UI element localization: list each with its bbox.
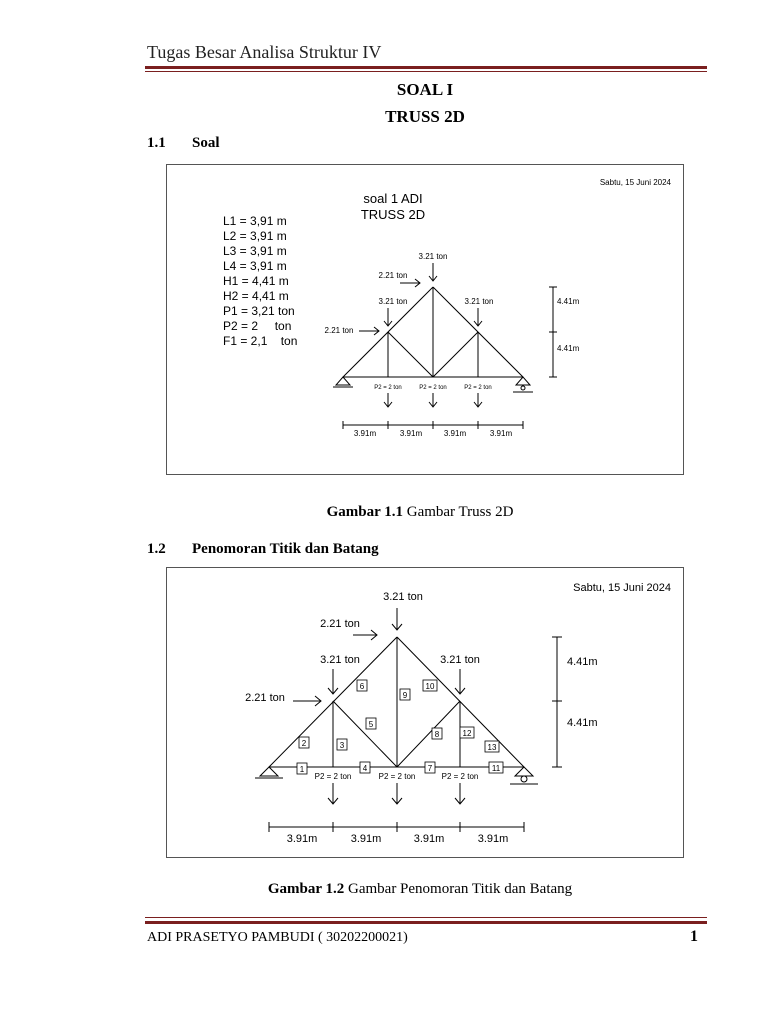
span-label: 3.91m [286,833,318,845]
page-number: 1 [690,928,698,945]
truss-diagram-2 [167,568,683,857]
load-label-horizontal-left: 2.21 ton [324,326,354,335]
load-label-vertical-right: 3.21 ton [464,297,494,306]
height-label: 4.41m [567,717,598,729]
figure-heading: TRUSS 2D [360,207,426,222]
member-number: 1 [299,765,305,774]
load-label-vertical-right: 3.21 ton [440,654,480,666]
document-header-title: Tugas Besar Analisa Struktur IV [147,42,382,62]
member-number: 6 [359,682,365,691]
load-label-vertical-left: 3.21 ton [378,297,408,306]
section-title: Soal [192,135,220,151]
span-label: 3.91m [350,833,382,845]
parameter-item: L2 = 3,91 m [223,229,287,243]
member-number: 11 [491,764,501,773]
caption-label: Gambar 1.2 [267,881,345,897]
member-number: 8 [434,730,440,739]
member-number: 4 [362,764,368,773]
caption-text: Gambar Penomoran Titik dan Batang [344,881,573,897]
bottom-load-label: P2 = 2 ton [419,385,447,391]
parameter-item: H2 = 4,41 m [223,289,289,303]
footer-author: ADI PRASETYO PAMBUDI ( 30202200021) [147,930,408,945]
figure-caption [0,504,768,521]
figure-date: Sabtu, 15 Juni 2024 [599,178,671,187]
caption-text: Gambar Truss 2D [402,504,514,520]
parameter-item: L1 = 3,91 m [223,214,287,228]
truss-diagram-1 [167,165,683,474]
figure-numbering [166,567,684,858]
bottom-load-label: P2 = 2 ton [464,385,492,391]
height-label: 4.41m [567,656,598,668]
span-label: 3.91m [489,429,513,438]
span-label: 3.91m [413,833,445,845]
header-rule [145,66,707,69]
member-number: 5 [368,720,374,729]
parameter-item: H1 = 4,41 m [223,274,289,288]
span-label: 3.91m [353,429,377,438]
member-number-labels [297,680,503,774]
section-title: Penomoran Titik dan Batang [192,541,379,557]
parameter-item: P1 = 3,21 ton [223,304,295,318]
figure-caption [0,881,768,898]
parameter-item: P2 = 2 ton [223,319,292,333]
load-label-horizontal-top: 2.21 ton [320,618,360,630]
caption-label: Gambar 1.1 [326,504,403,520]
chapter-subtitle: TRUSS 2D [385,107,465,126]
load-label-top: 3.21 ton [418,252,448,261]
bottom-load-label: P2 = 2 ton [378,772,416,781]
span-label: 3.91m [399,429,423,438]
chapter-title: SOAL I [396,80,454,99]
member-number: 13 [487,743,497,752]
bottom-load-label: P2 = 2 ton [374,385,402,391]
member-number: 10 [425,682,435,691]
figure-heading: soal 1 ADI [363,191,423,206]
section-number: 1.1 [147,135,166,151]
parameter-item: L3 = 3,91 m [223,244,287,258]
section-number: 1.2 [147,541,166,557]
load-label-vertical-left: 3.21 ton [320,654,360,666]
height-label: 4.41m [557,344,580,353]
parameter-item: F1 = 2,1 ton [223,334,298,348]
footer-rule [145,921,707,924]
load-label-horizontal-left: 2.21 ton [245,692,285,704]
header-rule-thin [145,71,707,72]
height-label: 4.41m [557,297,580,306]
member-number: 2 [301,739,307,748]
load-label-horizontal-top: 2.21 ton [378,271,408,280]
bottom-load-label: P2 = 2 ton [314,772,352,781]
member-number: 9 [402,691,408,700]
span-label: 3.91m [443,429,467,438]
figure-date: Sabtu, 15 Juni 2024 [573,582,671,594]
member-number: 12 [462,729,472,738]
parameter-list [223,214,297,348]
span-label: 3.91m [477,833,509,845]
load-label-top: 3.21 ton [383,591,423,603]
member-number: 7 [427,764,433,773]
footer-rule-thin [145,917,707,918]
member-number: 3 [339,741,345,750]
bottom-load-label: P2 = 2 ton [441,772,479,781]
parameter-item: L4 = 3,91 m [223,259,287,273]
figure-truss-2d [166,164,684,475]
